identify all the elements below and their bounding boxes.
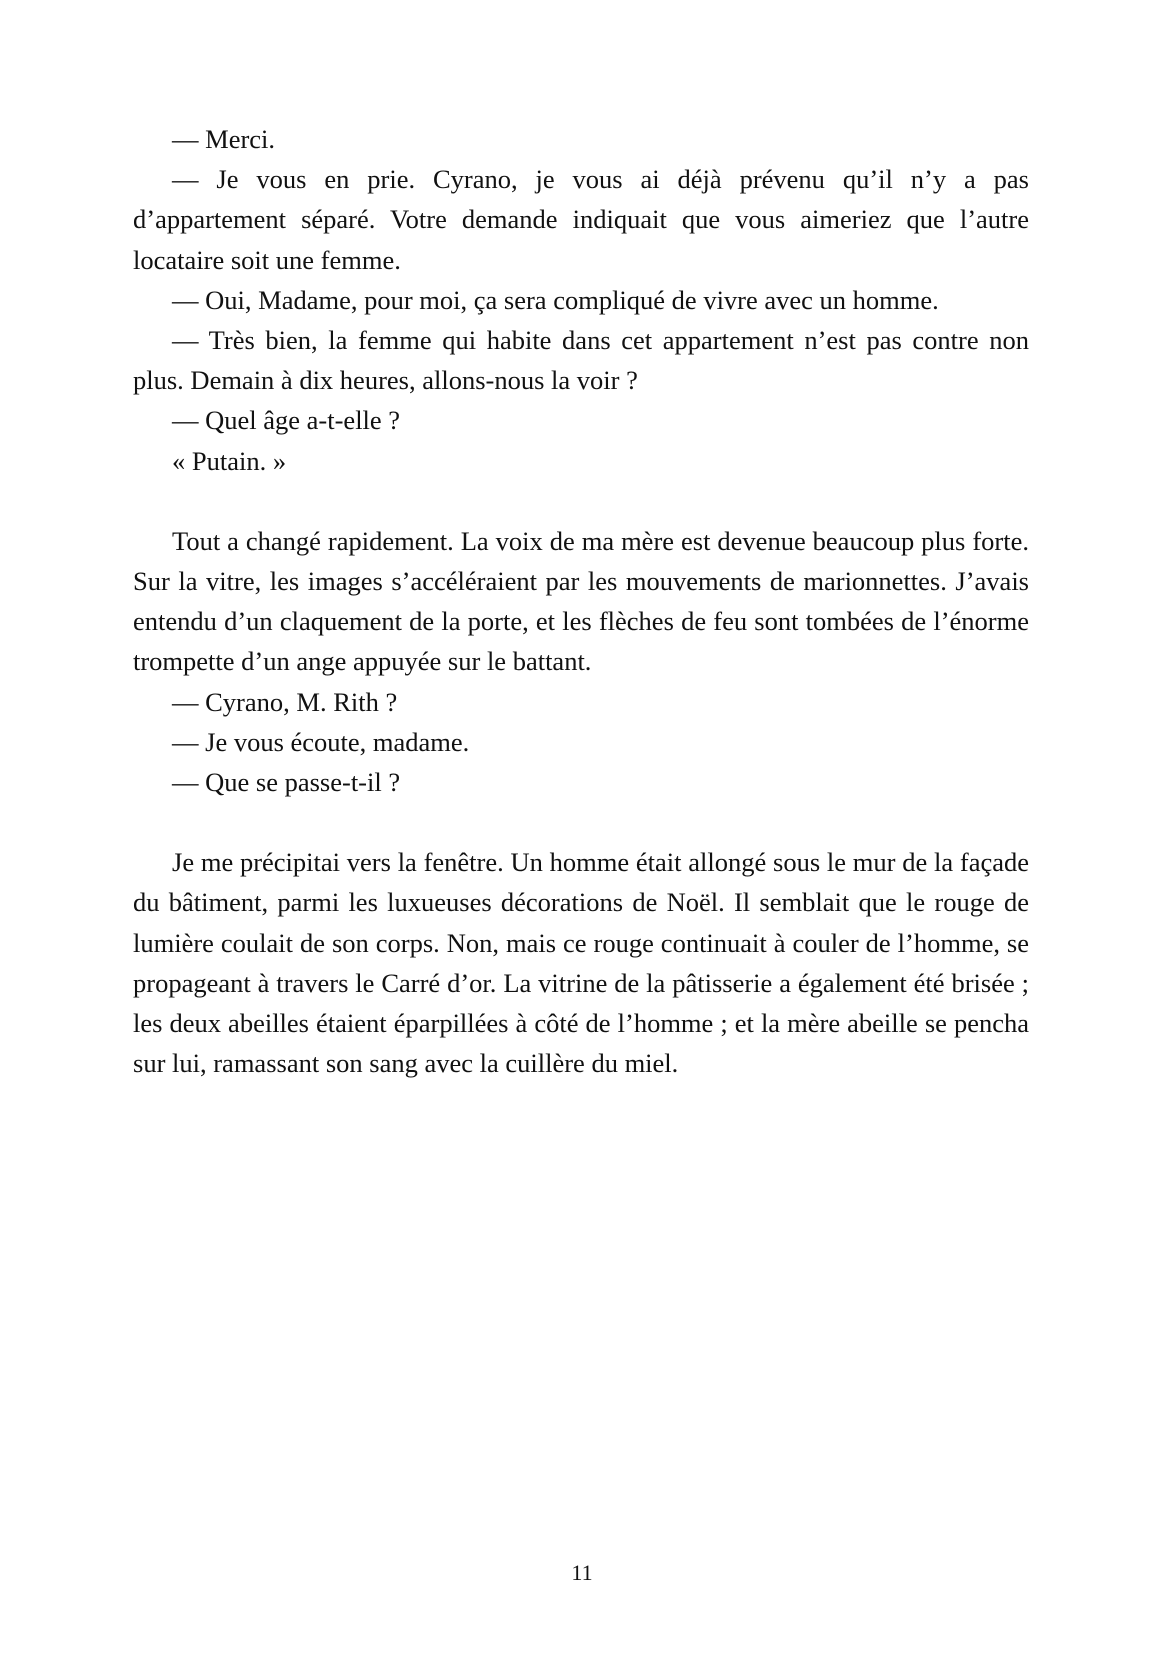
inner-thought-line: « Putain. » [172, 445, 287, 476]
dialogue-line: — Cyrano, M. Rith ? [172, 686, 398, 717]
dialogue-line: — Quel âge a-t-elle ? [172, 405, 401, 436]
dialogue-line: — Je vous en prie. Cyrano, je vous ai déjà prévenu qu’il n’y a pas d’appartement séparé. Votre demande indiquait que vous aimeriez que l’autre locataire soit une femme. [133, 164, 1029, 275]
section-break [133, 802, 1029, 842]
dialogue-line: — Très bien, la femme qui habite dans cet appartement n’est pas contre non plus. Demain à dix heures, allons-nous la voir ? [133, 325, 1029, 396]
dialogue-line: — Merci. [172, 124, 276, 154]
dialogue-line: — Je vous écoute, madame. [172, 726, 470, 757]
dialogue-line: — Que se passe-t-il ? [172, 767, 401, 798]
body-text [133, 119, 1029, 1083]
narrative-paragraph: Tout a changé rapidement. La voix de ma mère est devenue beaucoup plus forte. Sur la vitre, les images s’accéléraient par les mouvements de marionnettes. J’avais entendu d’un claquement de la porte, et les flèches de feu sont tombées de l’énorme trompette d’un ange appuyée sur le battant. [133, 525, 1029, 677]
narrative-paragraph: Je me précipitai vers la fenêtre. Un homme était allongé sous le mur de la façade du bâtiment, parmi les luxueuses décorations de Noël. Il semblait que le rouge de lumière coulait de son corps. Non, mais ce rouge continuait à couler de l’homme, se propageant à travers le Carré d’or. La vitrine de la pâtisserie a également été brisée ; les deux abeilles étaient éparpillées à côté de l’homme ; et la mère abeille se pencha sur lui, ramassant son sang avec la cuillère du miel. [133, 847, 1029, 1079]
page-number: 11 [571, 1560, 593, 1585]
dialogue-line: — Oui, Madame, pour moi, ça sera compliqué de vivre avec un homme. [172, 284, 939, 315]
section-break [133, 481, 1029, 521]
